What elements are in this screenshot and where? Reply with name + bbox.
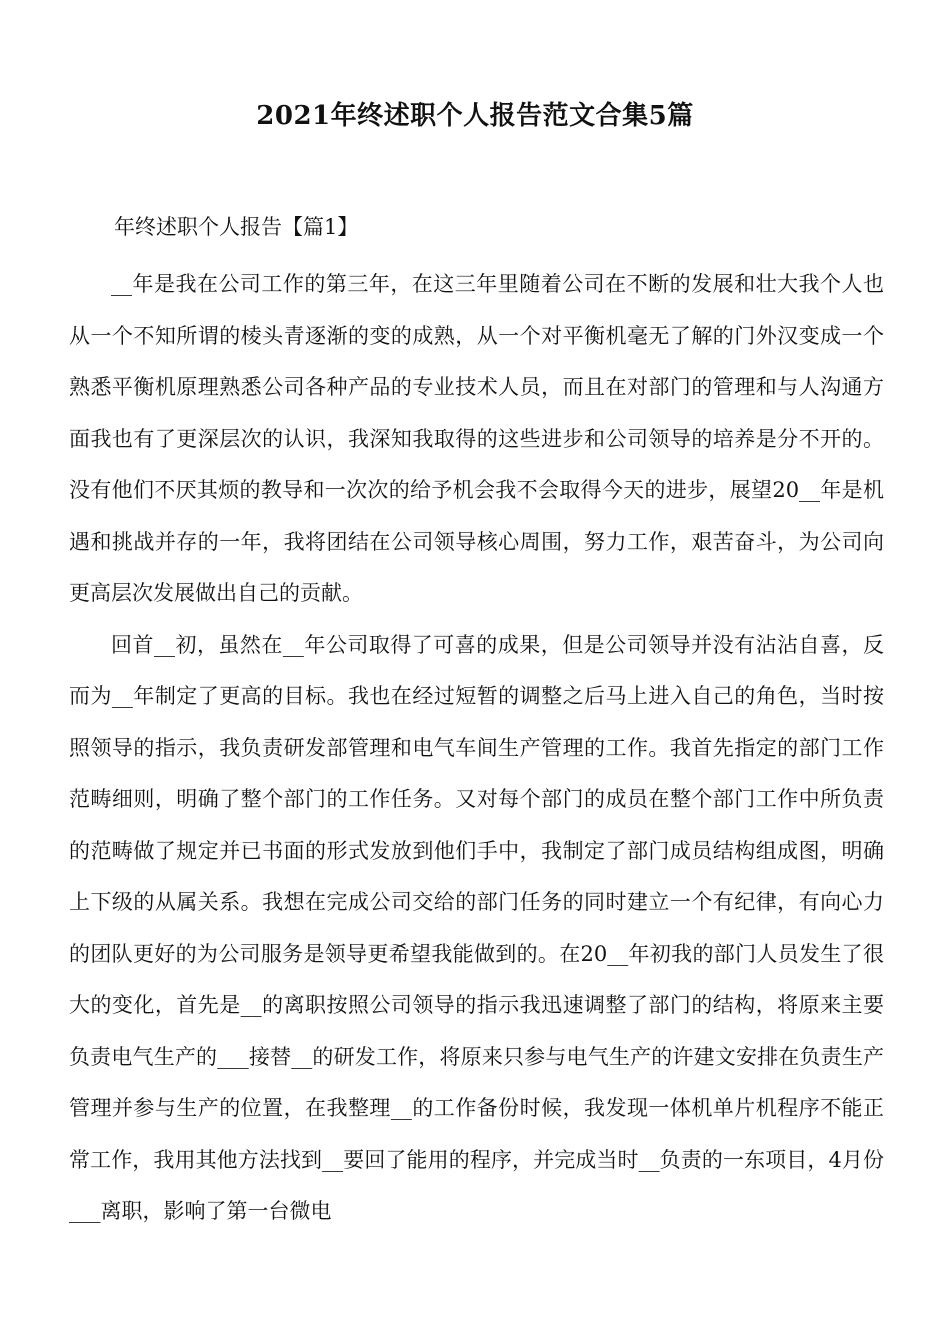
section-heading: 年终述职个人报告【篇1】 [114,215,359,239]
document-title: 2021年终述职个人报告范文合集5篇 [256,101,694,131]
document-body [69,259,884,1238]
paragraph-2: 回首__初，虽然在__年公司取得了可喜的成果，但是公司领导并没有沾沾自喜，反而为__年制定了更高的目标。我也在经过短暂的调整之后马上进入自己的角色，当时按照领导的指示，我负责研发部管理和电气车间生产管理的工作。我首先指定的部门工作范畴细则，明确了整个部门的工作任务。又对每个部门的成员在整个部门工作中所负责的范畴做了规定并已书面的形式发放到他们手中，我制定了部门成员结构组成图，明确上下级的从属关系。我想在完成公司交给的部门任务的同时建立一个有纪律，有向心力的团队更好的为公司服务是领导更希望我能做到的。在20__年初我的部门人员发生了很大的变化，首先是__的离职按照公司领导的指示我迅速调整了部门的结构，将原来主要负责电气生产的___接替__的研发工作，将原来只参与电气生产的许建文安排在负责生产管理并参与生产的位置，在我整理__的工作备份时候，我发现一体机单片机程序不能正常工作，我用其他方法找到__要回了能用的程序，并完成当时__负责的一东项目，4月份___离职，影响了第一台微电 [69,632,884,1223]
paragraph-1: __年是我在公司工作的第三年，在这三年里随着公司在不断的发展和壮大我个人也从一个不知所谓的棱头青逐渐的变的成熟，从一个对平衡机毫无了解的门外汉变成一个熟悉平衡机原理熟悉公司各种产品的专业技术人员，而且在对部门的管理和与人沟通方面我也有了更深层次的认识，我深知我取得的这些进步和公司领导的培养是分不开的。没有他们不厌其烦的教导和一次次的给予机会我不会取得今天的进步，展望20__年是机遇和挑战并存的一年，我将团结在公司领导核心周围，努力工作，艰苦奋斗，为公司向更高层次发展做出自己的贡献。 [69,272,884,605]
